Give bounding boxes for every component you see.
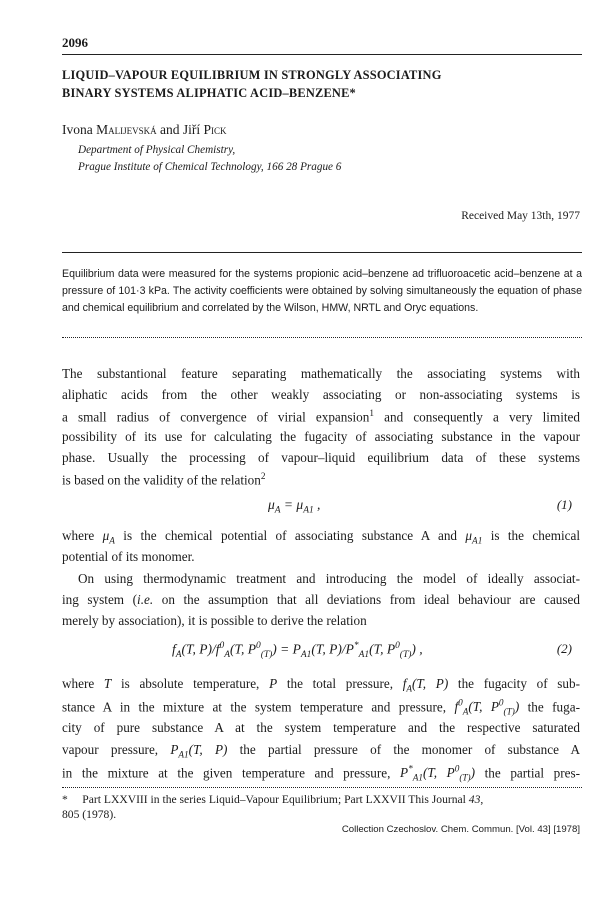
author-and: and <box>160 122 180 137</box>
page-number: 2096 <box>62 35 88 50</box>
equation-2-number: (2) <box>556 641 572 656</box>
title-line-2: BINARY SYSTEMS ALIPHATIC ACID–BENZENE* <box>62 86 356 100</box>
body-line: possibility of its use for calculating the fugacity of associating substance in the vapour <box>62 429 580 444</box>
body-line: city of pure substance A at the system temperature and the respective saturated <box>62 720 580 735</box>
symbol-fA: $f_A(T$, P) <box>402 676 449 694</box>
author2-last: Pick <box>203 122 227 137</box>
abstract: Equilibrium data were measured for the systems propionic acid–benzene ad trifluoroacetic acid–benzene at a pressure of 101·3 kPa. The activity coefficients were obtained by solving simultaneously the equation of phase and chemical equilibrium and correlated by the Wilson, HMW, NRTL and Oryc equations. <box>62 268 582 314</box>
abstract-rule-top <box>62 252 582 253</box>
body-text: in the mixture at the given temperature and pressure, <box>62 765 401 781</box>
received-date: Received May 13th, 1977 <box>461 210 580 222</box>
body-text: the fugacity of sub- <box>448 676 581 691</box>
body-line: potential of its monomer. <box>62 549 195 564</box>
body-text: the fuga- <box>519 699 580 715</box>
footnote-line-2: 805 (1978). <box>62 808 117 821</box>
body-line <box>62 742 580 760</box>
footnote-text: , <box>480 793 484 806</box>
body-text: on the assumption that all deviations from ideal behaviour are caused <box>153 592 580 607</box>
article-title <box>62 66 582 102</box>
author1-last: Malijevská <box>96 122 157 137</box>
body-text: and consequently a very limited <box>373 409 580 425</box>
footnote-rule <box>62 787 582 788</box>
affiliation-line-1: Department of Physical Chemistry, <box>78 144 236 156</box>
body-text: is the chemical <box>482 528 580 543</box>
citation-ref: 2 <box>260 471 266 481</box>
affiliation-line-2: Prague Institute of Chemical Technology, 166 28 Prague 6 <box>78 161 342 173</box>
symbol-muA1: $\mu_{A1}$ <box>465 528 483 546</box>
symbol-PA1: $P_{A1}(T$, P) <box>170 742 228 760</box>
symbol-muA: $\mu_A$ <box>102 528 115 546</box>
body-text: vapour pressure, <box>62 742 171 757</box>
body-line: The substantional feature separating mathematically the associating systems with <box>62 366 580 381</box>
body-text: ing system ( <box>62 592 138 607</box>
body-line <box>62 592 580 608</box>
body-line: merely by association), it is possible to derive the relation <box>62 613 367 628</box>
symbol-PA1-star: $P^*_{A1}(T$, $P^0_{(T)}$) <box>400 764 476 784</box>
body-text: where <box>62 528 103 543</box>
body-text: the partial pres- <box>475 765 580 781</box>
equation-2: $f_A(T$, $P)/f^0_A(T$, $P^0_{(T)}) = P_{A1}(T$, $P)/P^*_{A1}(T$, $P^0_{(T)}$) , <box>172 641 423 661</box>
header-rule <box>62 54 582 55</box>
citation-ref: 1 <box>369 408 374 418</box>
body-line <box>62 698 580 717</box>
body-text: is absolute temperature, <box>111 676 270 691</box>
journal-footer: Collection Czechoslov. Chem. Commun. [Vol. 43] [1978] <box>341 824 580 835</box>
body-text: the total pressure, <box>277 676 403 691</box>
body-line <box>62 676 580 694</box>
abstract-rule-bottom <box>62 337 582 338</box>
body-text: is based on the validity of the relation <box>62 472 261 488</box>
footnote-marker: * <box>62 793 68 806</box>
author-line <box>62 122 227 138</box>
symbol-T: T <box>103 676 112 691</box>
body-line <box>62 408 580 425</box>
symbol-P: P <box>269 676 278 691</box>
equation-1-number: (1) <box>556 497 572 512</box>
footnote-volume: 43 <box>468 793 481 806</box>
body-line: phase. Usually the processing of vapour–liquid equilibrium data of these systems <box>62 450 580 465</box>
body-text: the partial pressure of the monomer of substance A <box>227 742 580 757</box>
body-line <box>62 764 580 783</box>
symbol-fA0: $f^0_A(T$, $P^0_{(T)}$) <box>454 698 520 718</box>
footnote-text: Part LXXVIII in the series Liquid–Vapour Equilibrium; Part LXXVII This Journal <box>82 793 469 806</box>
body-line: aliphatic acids from the other weakly associating or non-associating systems is <box>62 387 580 402</box>
body-line <box>62 471 580 488</box>
author1-first: Ivona <box>62 122 93 137</box>
body-text: stance A in the mixture at the system temperature and pressure, <box>62 699 455 715</box>
body-line: On using thermodynamic treatment and introducing the model of ideally associat- <box>78 571 580 586</box>
body-text: where <box>62 676 104 691</box>
body-line <box>62 528 580 546</box>
title-line-1: LIQUID–VAPOUR EQUILIBRIUM IN STRONGLY ASSOCIATING <box>62 68 442 82</box>
body-text: i.e. <box>137 592 154 607</box>
equation-1: $\mu_A = \mu_{A1}$ , <box>268 497 321 516</box>
footnote <box>62 793 580 806</box>
body-text: is the chemical potential of associating substance A and <box>114 528 466 543</box>
author2-first: Jiří <box>182 122 201 137</box>
body-text: a small radius of convergence of virial expansion <box>62 409 370 425</box>
